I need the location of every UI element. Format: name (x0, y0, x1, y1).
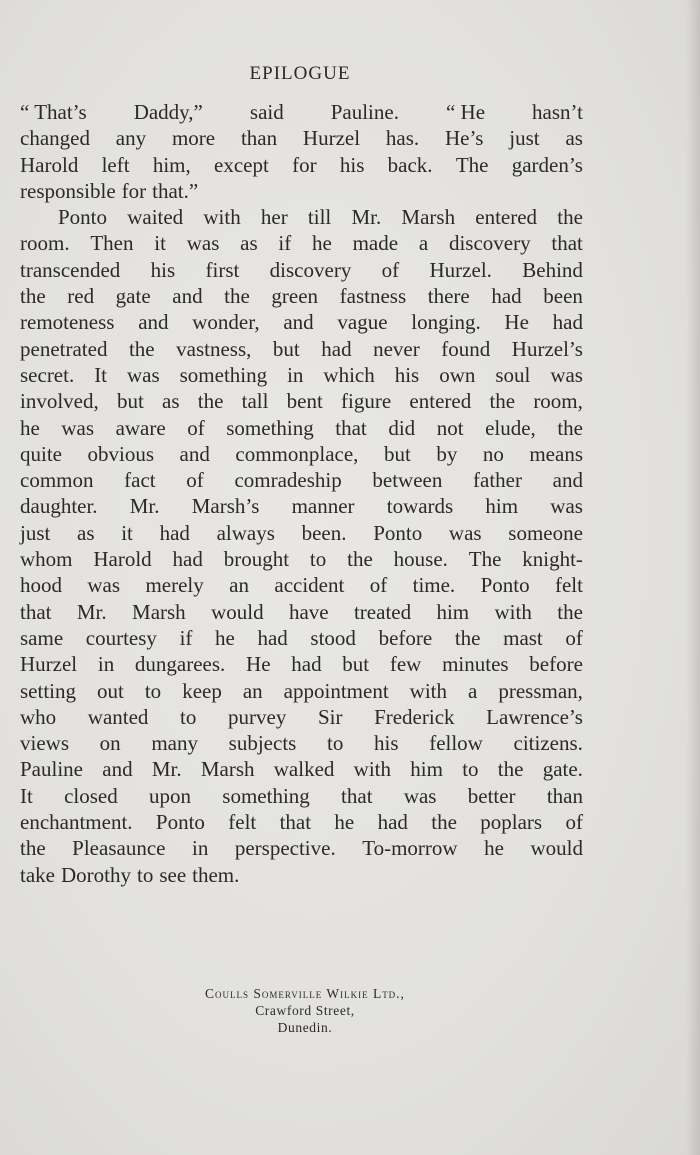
word: Lawrence’s (486, 704, 583, 729)
word: Pauline (20, 757, 83, 782)
word: stood (310, 625, 356, 650)
word: discovery (269, 257, 352, 282)
word: found (441, 336, 491, 361)
word: with (203, 205, 241, 230)
word: made (352, 231, 399, 256)
word: wonder, (192, 310, 260, 335)
word: own (439, 362, 476, 387)
word: left (101, 152, 130, 177)
text-line (20, 678, 583, 704)
word: an (242, 678, 263, 703)
word: but (272, 336, 300, 361)
word: walked (273, 757, 335, 782)
word: did (388, 415, 416, 440)
word: that (335, 415, 367, 440)
text-line (20, 388, 583, 414)
word: was (550, 494, 583, 519)
word: pressman, (498, 678, 583, 703)
word: Behind (522, 257, 583, 282)
word: take (20, 862, 55, 887)
text-line (20, 230, 583, 256)
word: have (288, 599, 329, 624)
word: brought (223, 547, 290, 572)
word: it (154, 231, 166, 256)
word: had (291, 652, 322, 677)
text-line (20, 441, 583, 467)
word: as (77, 520, 95, 545)
word: “ That’s (20, 100, 87, 124)
word: keep (182, 678, 222, 703)
word: few (389, 652, 422, 677)
word: father (473, 468, 522, 493)
word: except (214, 152, 269, 177)
word: house. (393, 547, 448, 572)
word: always (216, 520, 275, 545)
word: towards (386, 494, 454, 519)
word: he (312, 231, 332, 256)
word: mast (503, 625, 543, 650)
page-edge-shadow (686, 0, 700, 1155)
word: soul (495, 362, 531, 387)
word: before (529, 652, 583, 677)
word: see (159, 862, 187, 887)
word: with (353, 757, 392, 782)
word: in (97, 652, 115, 677)
word: longing. (411, 310, 481, 335)
word: enchantment. (20, 810, 133, 835)
word: “ He (445, 100, 486, 124)
word: never (373, 336, 420, 361)
word: courtesy (85, 625, 157, 650)
word: The (455, 152, 489, 177)
word: wanted (87, 704, 149, 729)
word: daughter. (20, 494, 98, 519)
word: Then (90, 231, 134, 256)
text-line (20, 362, 583, 388)
text-line (20, 704, 583, 730)
word: citizens. (513, 731, 583, 756)
word: gate. (542, 757, 583, 782)
word: Dorothy (60, 862, 131, 887)
word: which (323, 362, 375, 387)
word: manner (291, 494, 355, 519)
word: that (551, 231, 583, 256)
word: has. (385, 126, 420, 151)
text-line (20, 809, 583, 835)
word: her (260, 205, 288, 230)
word: the (431, 810, 457, 835)
word: and (172, 284, 203, 309)
word: Hurzel. (429, 257, 492, 282)
word: garden’s (511, 152, 583, 177)
word: the (347, 547, 373, 572)
word: aware (115, 415, 166, 440)
word: merely (145, 573, 204, 598)
word: in (287, 362, 304, 387)
word: fact (124, 468, 156, 493)
word: had (491, 284, 522, 309)
text-line (20, 257, 583, 283)
word: To-morrow (362, 836, 458, 861)
word: the (20, 836, 46, 861)
word: discovery (448, 231, 531, 256)
word: him, (152, 152, 191, 177)
word: vastness, (176, 336, 252, 361)
word: in (191, 836, 209, 861)
word: his (394, 362, 420, 387)
word: Harold (20, 152, 79, 177)
word: common (20, 468, 94, 493)
word: more (171, 126, 216, 151)
word: responsible (20, 178, 116, 203)
word: subjects (228, 731, 297, 756)
word: was (61, 415, 95, 440)
word: waited (127, 205, 184, 230)
text-line (20, 125, 583, 151)
word: he (484, 836, 504, 861)
word: quite (20, 441, 62, 466)
word: Pleasaunce (72, 836, 166, 861)
word: hood (20, 573, 62, 598)
text-line (20, 152, 583, 178)
word: to (180, 704, 197, 729)
word: and (138, 310, 169, 335)
word: he (215, 625, 235, 650)
word: Hurzel (20, 652, 78, 677)
word: gate (115, 284, 151, 309)
text-line (20, 309, 583, 335)
word: upon (149, 783, 192, 808)
text-line (20, 415, 583, 441)
word: setting (20, 678, 76, 703)
word: changed (20, 126, 90, 151)
word: appointment (283, 678, 389, 703)
word: vague (337, 310, 388, 335)
body-text (20, 99, 583, 888)
text-line (20, 546, 583, 572)
word: time. (412, 573, 456, 598)
word: Mr. (351, 205, 382, 230)
word: there (427, 284, 470, 309)
word: bent (286, 389, 323, 414)
word: an (229, 573, 249, 598)
text-line (20, 756, 583, 782)
word: no (482, 441, 504, 466)
word: Marsh’s (191, 494, 260, 519)
word: and (552, 468, 583, 493)
word: been. (301, 520, 347, 545)
text-line (20, 204, 583, 230)
word: of (369, 573, 388, 598)
word: Ponto (58, 205, 108, 230)
word: It (94, 362, 108, 387)
imprint-street: Crawford Street, (255, 1003, 355, 1018)
word: just (20, 520, 51, 545)
word: said (249, 100, 284, 124)
word: for (292, 152, 317, 177)
word: felt (554, 573, 583, 598)
word: Harold (93, 547, 152, 572)
word: would (530, 836, 583, 861)
word: the (20, 284, 46, 309)
word: treated (353, 599, 412, 624)
word: of (565, 810, 583, 835)
word: but (342, 652, 370, 677)
word: and (283, 310, 314, 335)
word: was (87, 573, 121, 598)
word: commonplace, (235, 441, 359, 466)
imprint-city: Dunedin. (277, 1020, 333, 1035)
word: with (494, 599, 532, 624)
word: obvious (87, 441, 155, 466)
word: Hurzel (302, 126, 361, 151)
word: just (509, 126, 540, 151)
word: penetrated (20, 336, 108, 361)
word: involved, (20, 389, 99, 414)
word: first (205, 257, 240, 282)
word: was (186, 231, 220, 256)
word: green (271, 284, 319, 309)
text-line (20, 730, 583, 756)
word: had (172, 547, 203, 572)
word: better (467, 783, 516, 808)
word: He (246, 652, 271, 677)
word: red (67, 284, 95, 309)
word: Mr. (129, 494, 160, 519)
word: than (240, 126, 278, 151)
word: till (307, 205, 332, 230)
word: him (485, 494, 519, 519)
word: was (403, 783, 437, 808)
text-line (20, 783, 583, 809)
word: secret. (20, 362, 75, 387)
text-line (20, 178, 583, 204)
word: but (383, 441, 411, 466)
word: to (327, 731, 344, 756)
word: room. (20, 231, 70, 256)
word: back. (387, 152, 433, 177)
word: something (222, 783, 310, 808)
word: figure (341, 389, 392, 414)
word: the (557, 205, 583, 230)
word: someone (508, 520, 583, 545)
word: entered (409, 389, 472, 414)
word: the (128, 336, 155, 361)
word: as (162, 389, 180, 414)
word: before (378, 625, 433, 650)
word: but (116, 389, 144, 414)
word: Ponto (373, 520, 423, 545)
word: tall (241, 389, 269, 414)
word: Hurzel’s (511, 336, 583, 361)
word: would (211, 599, 264, 624)
word: and (179, 441, 210, 466)
word: a (468, 678, 478, 703)
word: elude, (485, 415, 536, 440)
text-line (20, 835, 583, 861)
running-head: EPILOGUE (249, 63, 351, 84)
word: Daddy,” (133, 100, 203, 124)
word: for (121, 178, 147, 203)
word: him (410, 757, 443, 782)
word: the (557, 415, 583, 440)
word: out (97, 678, 124, 703)
word: Mr. (151, 757, 182, 782)
text-line (20, 599, 583, 625)
printer-imprint (0, 985, 610, 1036)
word: Frederick (374, 704, 455, 729)
word: views (20, 731, 69, 756)
word: It (20, 783, 33, 808)
word: fastness (339, 284, 407, 309)
word: his (339, 152, 365, 177)
imprint-printer-name: Coulls Somerville Wilkie Ltd., (205, 986, 405, 1001)
text-line (20, 625, 583, 651)
word: perspective. (234, 836, 336, 861)
word: He’s (444, 126, 484, 151)
word: had (159, 520, 190, 545)
word: to (144, 678, 162, 703)
word: was (448, 520, 482, 545)
word: the (197, 389, 224, 414)
text-line (20, 651, 583, 677)
word: the (454, 625, 481, 650)
word: that.” (152, 178, 199, 203)
word: any (115, 126, 147, 151)
word: to (462, 757, 479, 782)
word: many (151, 731, 198, 756)
word: as (565, 126, 583, 151)
word: them. (192, 862, 240, 887)
word: purvey (228, 704, 287, 729)
word: dungarees. (134, 652, 226, 677)
word: the (497, 757, 524, 782)
word: minutes (442, 652, 509, 677)
word: Ponto (480, 573, 530, 598)
word: if (278, 231, 292, 256)
word: he (20, 415, 40, 440)
word: to (136, 862, 154, 887)
word: of (565, 625, 583, 650)
word: means (529, 441, 583, 466)
word: had (257, 625, 288, 650)
word: of (381, 257, 400, 282)
word: He (504, 310, 529, 335)
word: the (224, 284, 250, 309)
word: his (150, 257, 176, 282)
word: of (186, 468, 204, 493)
word: something (179, 362, 268, 387)
word: who (20, 704, 57, 729)
word: transcended (20, 257, 121, 282)
word: remoteness (20, 310, 115, 335)
text-line (20, 336, 583, 362)
word: was (126, 362, 160, 387)
word: if (179, 625, 193, 650)
word: hasn’t (532, 100, 583, 124)
word: Marsh (200, 757, 255, 782)
word: that (341, 783, 373, 808)
word: on (99, 731, 121, 756)
word: between (372, 468, 443, 493)
word: not (436, 415, 464, 440)
word: Mr. (76, 599, 107, 624)
word: by (436, 441, 458, 466)
word: was (550, 362, 583, 387)
word: had (377, 810, 408, 835)
word: a (418, 231, 429, 256)
word: accident (274, 573, 345, 598)
text-line (20, 862, 583, 888)
word: room, (533, 389, 583, 414)
text-line (20, 520, 583, 546)
word: than (546, 783, 583, 808)
text-line (20, 467, 583, 493)
word: that (279, 810, 312, 835)
word: Marsh (401, 205, 456, 230)
word: The (468, 547, 502, 572)
word: something (226, 415, 314, 440)
text-line (20, 572, 583, 598)
word: the (489, 389, 516, 414)
word: with (409, 678, 447, 703)
word: he (334, 810, 355, 835)
word: Marsh (132, 599, 186, 624)
word: poplars (480, 810, 543, 835)
word: of (187, 415, 205, 440)
word: fellow (429, 731, 483, 756)
word: comradeship (234, 468, 342, 493)
word: to (309, 547, 327, 572)
word: the (557, 599, 583, 624)
text-line (20, 493, 583, 519)
word: whom (20, 547, 73, 572)
word: had (321, 336, 352, 361)
word: his (374, 731, 399, 756)
text-line (20, 99, 583, 125)
text-line (20, 283, 583, 309)
word: as (240, 231, 258, 256)
word: him (436, 599, 470, 624)
word: Ponto (155, 810, 205, 835)
word: been (543, 284, 583, 309)
word: it (121, 520, 133, 545)
word: and (102, 757, 133, 782)
word: Sir (317, 704, 343, 729)
word: closed (64, 783, 118, 808)
word: same (20, 625, 64, 650)
word: entered (475, 205, 538, 230)
word: had (552, 310, 583, 335)
word: Pauline. (330, 100, 399, 124)
word: knight- (522, 547, 583, 572)
word: felt (228, 810, 257, 835)
word: that (20, 599, 52, 624)
